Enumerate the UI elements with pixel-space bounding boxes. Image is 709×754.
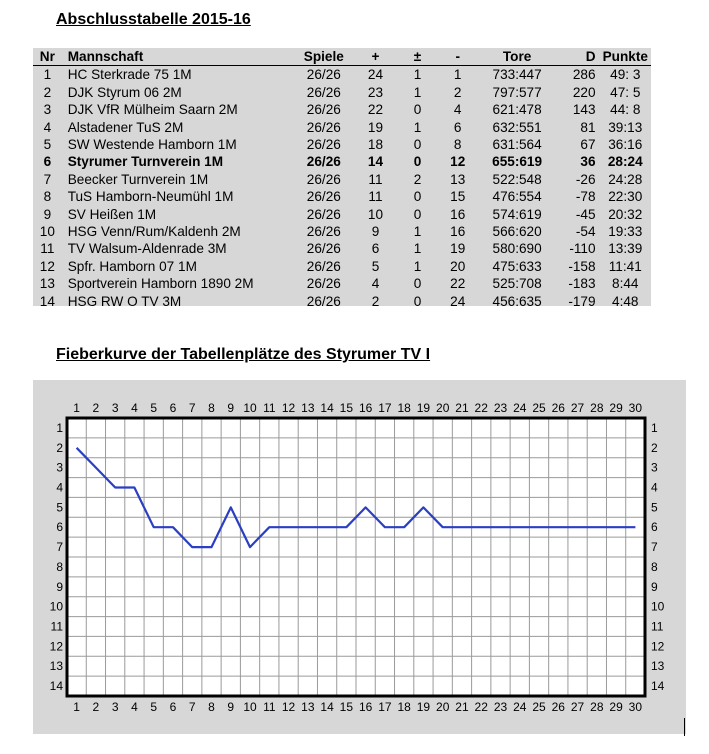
x-tick-label-top: 22 <box>474 401 488 415</box>
cell-diff: 81 <box>580 119 596 135</box>
y-tick-label-right: 9 <box>651 579 658 594</box>
cell-diff: 67 <box>580 137 596 153</box>
x-tick-label-top: 5 <box>150 401 158 415</box>
cell-spiele: 26/26 <box>306 241 341 257</box>
x-tick-label-bottom: 27 <box>570 700 585 714</box>
y-tick-label-left: 4 <box>56 480 63 495</box>
table-title: Abschlusstabelle 2015-16 <box>56 11 251 28</box>
x-tick-label-top: 29 <box>609 401 623 415</box>
cell-l: 2 <box>453 84 462 100</box>
cell-pkt: 28:24 <box>607 154 643 170</box>
cell-team: Alstadener TuS 2M <box>67 119 184 135</box>
x-tick-label-bottom: 1 <box>73 700 80 714</box>
y-tick-label-right: 5 <box>651 500 658 515</box>
y-tick-label-right: 12 <box>651 639 665 654</box>
x-tick-label-top: 21 <box>455 401 469 415</box>
cell-d: 0 <box>413 276 422 292</box>
cell-pkt: 13:39 <box>608 241 643 257</box>
cell-pkt: 4:48 <box>612 293 639 309</box>
cell-w: 19 <box>367 119 384 135</box>
cell-l: 4 <box>453 102 462 118</box>
cell-pkt: 47: 5 <box>610 84 641 100</box>
cell-pkt: 24:28 <box>608 171 643 187</box>
x-tick-label-top: 9 <box>227 401 235 415</box>
cell-w: 6 <box>371 241 380 257</box>
x-tick-label-top: 12 <box>281 401 296 415</box>
x-tick-label-bottom: 24 <box>513 700 527 714</box>
cell-l: 16 <box>450 224 466 240</box>
y-tick-label-right: 1 <box>651 420 658 435</box>
x-tick-label-top: 15 <box>339 401 354 415</box>
x-tick-label-bottom: 20 <box>436 700 450 714</box>
x-tick-label-top: 26 <box>551 401 565 415</box>
cell-team: Spfr. Hamborn 07 1M <box>67 258 197 274</box>
x-tick-label-top: 24 <box>513 401 527 415</box>
cell-d: 0 <box>413 206 422 222</box>
cell-w: 24 <box>367 67 384 83</box>
cell-spiele: 26/26 <box>306 224 341 240</box>
cell-spiele: 26/26 <box>306 276 341 292</box>
cell-d: 1 <box>413 241 422 257</box>
x-tick-label-bottom: 22 <box>474 700 488 714</box>
chart-title: Fieberkurve der Tabellenplätze des Styrumer TV I <box>56 346 431 363</box>
y-tick-label-left: 1 <box>56 420 63 435</box>
cell-d: 0 <box>413 154 422 170</box>
header-draws: ± <box>413 49 422 64</box>
cell-w: 2 <box>371 293 380 309</box>
cell-tore: 456:635 <box>492 293 542 309</box>
cell-nr: 6 <box>43 154 52 170</box>
cell-tore: 655:619 <box>492 154 543 170</box>
cell-diff: -110 <box>569 241 596 257</box>
cell-team: HSG RW O TV 3M <box>67 293 182 309</box>
cell-team: SW Westende Hamborn 1M <box>67 137 237 153</box>
x-tick-label-bottom: 28 <box>590 700 604 714</box>
cell-tore: 621:478 <box>492 102 542 118</box>
cell-l: 1 <box>453 67 462 83</box>
cell-l: 16 <box>450 206 466 222</box>
cell-nr: 13 <box>39 276 55 292</box>
x-tick-label-bottom: 23 <box>493 700 508 714</box>
x-tick-label-bottom: 29 <box>609 700 623 714</box>
x-tick-label-top: 17 <box>378 401 392 415</box>
cell-team: DJK Styrum 06 2M <box>67 84 182 100</box>
x-tick-label-bottom: 10 <box>243 700 257 714</box>
y-tick-label-left: 5 <box>56 500 63 515</box>
cell-tore: 797:577 <box>492 84 542 100</box>
x-tick-label-top: 3 <box>111 401 119 415</box>
header-goals: Tore <box>502 49 532 64</box>
cell-spiele: 26/26 <box>306 189 341 205</box>
cell-team: HC Sterkrade 75 1M <box>67 67 192 83</box>
x-tick-label-bottom: 17 <box>378 700 392 714</box>
x-tick-label-bottom: 2 <box>92 700 100 714</box>
y-tick-label-left: 9 <box>56 579 63 594</box>
x-tick-label-top: 16 <box>358 401 373 415</box>
cell-tore: 475:633 <box>492 258 542 274</box>
x-tick-label-bottom: 3 <box>111 700 119 714</box>
x-tick-label-top: 11 <box>263 401 276 415</box>
cell-tore: 525:708 <box>492 276 542 292</box>
x-tick-label-bottom: 14 <box>320 700 334 714</box>
header-points: Punkte <box>602 49 648 64</box>
y-tick-label-right: 11 <box>651 619 664 634</box>
cell-d: 0 <box>413 189 422 205</box>
x-tick-label-top: 10 <box>243 401 257 415</box>
y-tick-label-left: 6 <box>56 520 63 535</box>
cell-spiele: 26/26 <box>306 293 341 309</box>
x-tick-label-bottom: 6 <box>169 700 177 714</box>
cell-spiele: 26/26 <box>306 67 341 83</box>
cell-d: 0 <box>413 137 422 153</box>
x-tick-label-top: 20 <box>436 401 450 415</box>
cell-d: 0 <box>413 102 422 118</box>
cell-nr: 8 <box>43 189 52 205</box>
cell-l: 19 <box>450 241 466 257</box>
x-tick-label-bottom: 18 <box>397 700 411 714</box>
x-tick-label-bottom: 5 <box>150 700 158 714</box>
cell-pkt: 22:30 <box>608 189 643 205</box>
cell-pkt: 36:16 <box>608 137 643 153</box>
cell-spiele: 26/26 <box>306 258 341 274</box>
y-tick-label-right: 3 <box>651 460 658 475</box>
cell-tore: 476:554 <box>492 189 542 205</box>
cell-spiele: 26/26 <box>306 84 341 100</box>
cell-w: 11 <box>368 189 383 205</box>
cell-diff: 36 <box>580 154 596 170</box>
cell-team: DJK VfR Mülheim Saarn 2M <box>67 102 238 118</box>
cell-w: 22 <box>367 102 384 118</box>
cell-tore: 632:551 <box>492 119 542 135</box>
cell-spiele: 26/26 <box>306 154 341 170</box>
cell-w: 18 <box>367 137 384 153</box>
x-tick-label-bottom: 9 <box>227 700 235 714</box>
cell-d: 0 <box>413 293 422 309</box>
x-tick-label-top: 8 <box>208 401 215 415</box>
cell-spiele: 26/26 <box>306 171 341 187</box>
cell-diff: 286 <box>572 67 596 83</box>
cell-nr: 2 <box>43 84 52 100</box>
cell-d: 1 <box>413 224 422 240</box>
cell-l: 8 <box>453 137 462 153</box>
cell-l: 20 <box>450 258 466 274</box>
x-tick-label-bottom: 26 <box>551 700 565 714</box>
x-tick-label-top: 27 <box>570 401 585 415</box>
y-tick-label-left: 2 <box>56 440 63 455</box>
x-tick-label-top: 18 <box>397 401 411 415</box>
cell-spiele: 26/26 <box>306 206 341 222</box>
cell-pkt: 44: 8 <box>610 102 641 118</box>
cell-pkt: 20:32 <box>608 206 643 222</box>
cell-diff: -54 <box>575 224 596 240</box>
cell-diff: 143 <box>572 102 596 118</box>
y-tick-label-right: 8 <box>651 559 658 574</box>
x-tick-label-bottom: 7 <box>188 700 196 714</box>
x-tick-label-bottom: 25 <box>532 700 546 714</box>
cell-team: Sportverein Hamborn 1890 2M <box>67 276 254 292</box>
cell-pkt: 49: 3 <box>610 67 641 83</box>
cell-nr: 4 <box>43 119 52 135</box>
cell-tore: 566:620 <box>492 224 542 240</box>
x-tick-label-bottom: 16 <box>358 700 373 714</box>
cell-team: Beecker Turnverein 1M <box>67 171 209 187</box>
x-tick-label-top: 14 <box>320 401 334 415</box>
cell-w: 23 <box>367 84 384 100</box>
x-tick-label-top: 25 <box>532 401 546 415</box>
y-tick-label-right: 14 <box>651 679 665 694</box>
y-tick-label-left: 8 <box>56 559 63 574</box>
cell-l: 13 <box>450 171 466 187</box>
cell-w: 10 <box>367 206 384 222</box>
cell-tore: 631:564 <box>492 137 542 153</box>
cell-diff: -179 <box>568 293 596 309</box>
cell-team: TuS Hamborn-Neumühl 1M <box>67 189 234 205</box>
x-tick-label-bottom: 30 <box>628 700 643 714</box>
x-tick-label-top: 4 <box>131 401 138 415</box>
cell-l: 6 <box>453 119 462 135</box>
cell-w: 14 <box>367 154 384 170</box>
y-tick-label-right: 7 <box>651 540 658 555</box>
cell-nr: 12 <box>39 258 55 274</box>
x-tick-label-top: 1 <box>73 401 80 415</box>
y-tick-label-right: 6 <box>651 520 658 535</box>
cell-l: 22 <box>450 276 466 292</box>
y-tick-label-right: 13 <box>651 659 665 674</box>
cell-spiele: 26/26 <box>306 137 341 153</box>
y-tick-label-left: 13 <box>49 659 63 674</box>
cell-d: 1 <box>413 119 422 135</box>
cell-nr: 11 <box>40 241 55 257</box>
cell-d: 2 <box>413 171 422 187</box>
cell-d: 1 <box>413 258 422 274</box>
cell-pkt: 8:44 <box>612 276 639 292</box>
cell-tore: 733:447 <box>492 67 542 83</box>
cell-diff: -78 <box>575 189 596 205</box>
cell-w: 9 <box>371 224 380 240</box>
x-tick-label-top: 2 <box>92 401 100 415</box>
y-tick-label-left: 11 <box>50 619 63 634</box>
y-tick-label-right: 4 <box>651 480 658 495</box>
header-wins: + <box>371 49 380 64</box>
y-tick-label-right: 10 <box>651 599 665 614</box>
x-tick-label-top: 13 <box>301 401 315 415</box>
cell-nr: 14 <box>39 293 55 309</box>
x-tick-label-bottom: 19 <box>416 700 431 714</box>
cell-diff: 220 <box>572 84 596 100</box>
cell-spiele: 26/26 <box>306 119 341 135</box>
cell-w: 4 <box>371 276 380 292</box>
cell-diff: -45 <box>575 206 596 222</box>
cell-w: 11 <box>368 171 383 187</box>
cell-nr: 10 <box>39 224 55 240</box>
x-tick-label-top: 19 <box>416 401 431 415</box>
cell-d: 1 <box>413 84 422 100</box>
header-diff: D <box>585 49 596 64</box>
cell-spiele: 26/26 <box>306 102 341 118</box>
cell-pkt: 19:33 <box>608 224 643 240</box>
cell-nr: 3 <box>43 102 52 118</box>
header-team: Mannschaft <box>67 49 144 64</box>
y-tick-label-left: 14 <box>49 679 63 694</box>
x-tick-label-bottom: 13 <box>301 700 315 714</box>
y-tick-label-left: 3 <box>56 460 63 475</box>
x-tick-label-bottom: 21 <box>455 700 469 714</box>
x-tick-label-top: 7 <box>188 401 196 415</box>
cell-l: 24 <box>450 293 466 309</box>
cell-pkt: 11:41 <box>608 258 642 274</box>
cell-diff: -26 <box>575 171 596 187</box>
cell-team: Styrumer Turnverein 1M <box>67 154 224 170</box>
divider-line <box>684 718 685 736</box>
x-tick-label-top: 6 <box>169 401 177 415</box>
header-losses: - <box>455 49 460 64</box>
cell-pkt: 39:13 <box>608 119 643 135</box>
cell-tore: 522:548 <box>492 171 542 187</box>
x-tick-label-top: 23 <box>493 401 508 415</box>
y-tick-label-right: 2 <box>651 440 658 455</box>
cell-diff: -183 <box>568 276 596 292</box>
cell-nr: 7 <box>43 171 52 187</box>
cell-l: 12 <box>450 154 466 170</box>
y-tick-label-left: 7 <box>56 540 63 555</box>
y-tick-label-left: 10 <box>49 599 63 614</box>
cell-team: TV Walsum-Aldenrade 3M <box>67 241 227 257</box>
cell-w: 5 <box>371 258 380 274</box>
y-tick-label-left: 12 <box>49 639 63 654</box>
x-tick-label-top: 28 <box>590 401 604 415</box>
x-tick-label-top: 30 <box>628 401 643 415</box>
cell-team: SV Heißen 1M <box>67 206 157 222</box>
x-tick-label-bottom: 11 <box>263 700 276 714</box>
x-tick-label-bottom: 8 <box>208 700 215 714</box>
cell-l: 15 <box>450 189 466 205</box>
header-nr: Nr <box>39 49 55 64</box>
header-games: Spiele <box>303 49 344 64</box>
cell-nr: 1 <box>43 67 52 83</box>
x-tick-label-bottom: 4 <box>131 700 138 714</box>
x-tick-label-bottom: 15 <box>339 700 354 714</box>
x-tick-label-bottom: 12 <box>281 700 296 714</box>
cell-diff: -158 <box>568 258 596 274</box>
cell-nr: 5 <box>43 137 52 153</box>
cell-tore: 574:619 <box>492 206 542 222</box>
cell-team: HSG Venn/Rum/Kaldenh 2M <box>67 224 241 240</box>
cell-nr: 9 <box>43 206 52 222</box>
cell-d: 1 <box>413 67 422 83</box>
cell-tore: 580:690 <box>492 241 542 257</box>
